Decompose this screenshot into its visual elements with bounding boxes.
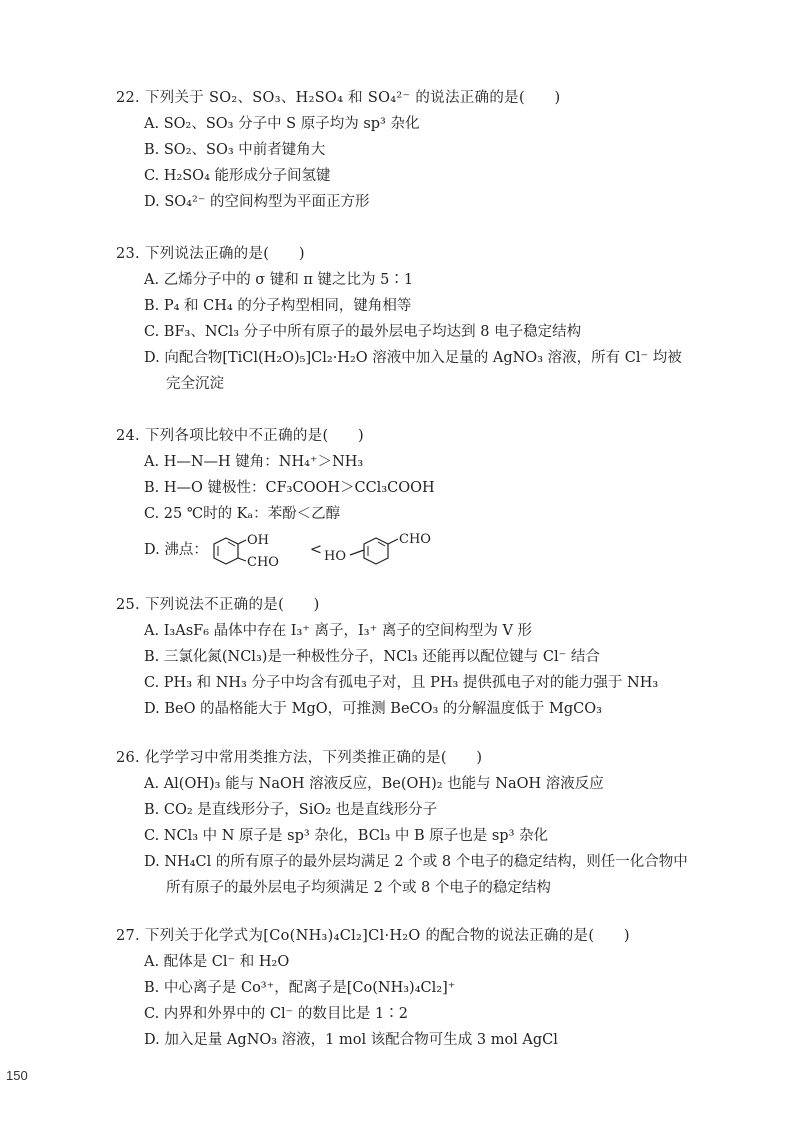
question-26 xyxy=(116,748,746,898)
option-d-line-2: 所有原子的最外层电子均须满足 2 个或 8 个电子的稳定结构 xyxy=(166,880,551,896)
oh-label: OH xyxy=(246,533,269,548)
question-27 xyxy=(116,926,746,1050)
question-stem: 25. 下列说法不正确的是( ) xyxy=(116,597,320,613)
ho-label: HO xyxy=(323,549,346,564)
p-hydroxybenzaldehyde-structure xyxy=(324,530,474,570)
option-b: B. CO₂ 是直线形分子，SiO₂ 也是直线形分子 xyxy=(144,802,438,818)
comparison-sign: < xyxy=(309,542,322,558)
option-a: A. 乙烯分子中的 σ 键和 π 键之比为 5∶1 xyxy=(144,272,414,288)
option-a: A. SO₂、SO₃ 分子中 S 原子均为 sp³ 杂化 xyxy=(144,116,420,132)
option-d-prefix: D. 沸点： xyxy=(144,542,208,558)
option-d xyxy=(144,530,746,570)
question-25 xyxy=(116,595,746,719)
option-d: D. SO₄²⁻ 的空间构型为平面正方形 xyxy=(144,194,370,210)
option-a: A. I₃AsF₆ 晶体中存在 I₃⁺ 离子，I₃⁺ 离子的空间构型为 V 形 xyxy=(144,623,533,639)
salicylaldehyde-structure xyxy=(208,530,308,570)
cho-label: CHO xyxy=(398,532,431,547)
cho-label: CHO xyxy=(246,555,279,570)
option-b: B. P₄ 和 CH₄ 的分子构型相同，键角相等 xyxy=(144,298,412,314)
option-a: A. Al(OH)₃ 能与 NaOH 溶液反应，Be(OH)₂ 也能与 NaOH 溶液反应 xyxy=(144,776,604,792)
option-c: C. 25 ℃时的 Kₐ：苯酚＜乙醇 xyxy=(144,506,341,522)
question-stem: 22. 下列关于 SO₂、SO₃、H₂SO₄ 和 SO₄²⁻ 的说法正确的是( ) xyxy=(116,90,561,106)
option-b: B. SO₂、SO₃ 中前者键角大 xyxy=(144,142,326,158)
question-stem: 27. 下列关于化学式为[Co(NH₃)₄Cl₂]Cl·H₂O 的配合物的说法正确的是( ) xyxy=(116,928,630,944)
option-d xyxy=(144,348,746,394)
option-c: C. H₂SO₄ 能形成分子间氢键 xyxy=(144,168,331,184)
option-a: A. H—N—H 键角：NH₄⁺＞NH₃ xyxy=(144,454,364,470)
option-d-line-1: D. NH₄Cl 的所有原子的最外层均满足 2 个或 8 个电子的稳定结构，则任一化合物中 xyxy=(144,854,688,870)
option-c: C. 内界和外界中的 Cl⁻ 的数目比是 1∶2 xyxy=(144,1006,408,1022)
option-d-line-2: 完全沉淀 xyxy=(166,376,224,392)
page-number: 150 xyxy=(6,1068,28,1083)
question-24 xyxy=(116,426,746,570)
option-b: B. 三氯化氮(NCl₃)是一种极性分子，NCl₃ 还能再以配位键与 Cl⁻ 结合 xyxy=(144,649,600,665)
option-c: C. PH₃ 和 NH₃ 分子中均含有孤电子对，且 PH₃ 提供孤电子对的能力强于 NH₃ xyxy=(144,675,659,691)
question-23 xyxy=(116,244,746,394)
option-d xyxy=(144,852,746,898)
option-a: A. 配体是 Cl⁻ 和 H₂O xyxy=(144,954,290,970)
option-c: C. BF₃、NCl₃ 分子中所有原子的最外层电子均达到 8 电子稳定结构 xyxy=(144,324,582,340)
question-stem: 26. 化学学习中常用类推方法，下列类推正确的是( ) xyxy=(116,750,483,766)
option-c: C. NCl₃ 中 N 原子是 sp³ 杂化，BCl₃ 中 B 原子也是 sp³ 杂化 xyxy=(144,828,549,844)
question-22 xyxy=(116,88,746,212)
option-b: B. H—O 键极性：CF₃COOH＞CCl₃COOH xyxy=(144,480,435,496)
option-b: B. 中心离子是 Co³⁺，配离子是[Co(NH₃)₄Cl₂]⁺ xyxy=(144,980,456,996)
option-d: D. 加入足量 AgNO₃ 溶液，1 mol 该配合物可生成 3 mol AgCl xyxy=(144,1032,558,1048)
option-d: D. BeO 的晶格能大于 MgO，可推测 BeCO₃ 的分解温度低于 MgCO₃ xyxy=(144,701,602,717)
question-stem: 23. 下列说法正确的是( ) xyxy=(116,246,305,262)
option-d-line-1: D. 向配合物[TiCl(H₂O)₅]Cl₂·H₂O 溶液中加入足量的 AgNO₃ 溶液，所有 Cl⁻ 均被 xyxy=(144,350,682,366)
question-stem: 24. 下列各项比较中不正确的是( ) xyxy=(116,428,364,444)
